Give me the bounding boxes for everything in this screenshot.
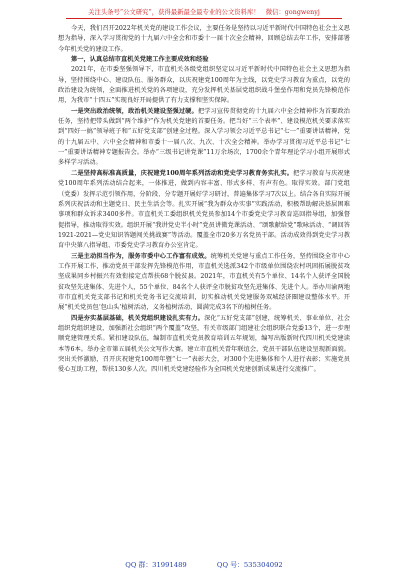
item-lead-3: 三是主动担当作为，服务市委中心工作富有成效。 (71, 252, 211, 260)
header-rule (66, 18, 342, 19)
header-wechat-text: 微信：gongwenyj (265, 9, 320, 16)
summary-paragraph: 2021年，在市委坚强领导下，市直机关各级党组织坚定以习近平新时代中国特色社会主义思想为指导，坚持围绕中心、建设队伍、服务群众，以庆祝建党100周年为主线，以党史学习教育为重点，以党的政治建设为统领，全面推进机关党的各项建设，充分发挥机关基层党组织战斗堡垒作用和党员先锋模范作用，为我市“十四五”实现良好开局提供了有力支撑和坚实保障。 (58, 66, 350, 105)
item-paragraph-1 (58, 107, 350, 169)
document-body (58, 24, 350, 376)
footer-qq-number: QQ 号：535304092 (216, 561, 283, 569)
item-text-3: 统筹机关党建与重点工作任务，坚持围绕全市中心工作开展工作，推动党员干部发挥先锋模范作用，市直机关选派342个市级单位围绕农村巩固拓展脱贫攻坚成果同乡村振兴有效衔接定点帮扶68个脱贫县。2021年，市直机关有5个单位、14名个人获评全国脱贫攻坚先进集体、先进个人，55个单位、84名个人获评全市脱贫攻坚先进集体、先进个人。举办川渝两地市市直机关党支部书记和机关党务书记交流培训，切实推动机关党建服务双城经济圈建设整体水平。开展“机关党员包‘包山头’植树活动，义务植树活动，圆满完成3名下的植树任务。 (58, 252, 350, 312)
item-text-1: 把学习宣传贯彻党的十九届六中全会精神作为首要政治任务，坚持把带头做到“两个维护”作为机关党建的首要任务。把当好“三个表率”、建设模范机关要求落实到“四好一搞”领导班子和“五好党支部”创建全过程。深入学习领会习近平总书记“七一”重要讲话精神，党的十九届五中、六中全会精神和市委十一届八次、九次、十次全会精神。举办学习贯彻习近平总书记“七一”重要讲话精神专题报告会。举办“三级书记讲党课”11万余场次，1700余个青年理论学习小组开展形式多样学习活动。 (58, 107, 350, 167)
footer-qq-group: QQ 群：31991489 (125, 561, 187, 569)
page-footer (0, 559, 408, 569)
item-paragraph-2 (58, 169, 350, 252)
item-paragraph-4 (58, 314, 350, 376)
item-lead-1: 一是突出政治统领，政治机关建设坚强过硬。 (71, 107, 198, 115)
item-lead-2: 二是坚持高标准高质量，庆祝建党100周年系列活动和党史学习教育务实扎实。 (71, 169, 294, 177)
page-header (0, 7, 408, 16)
intro-paragraph: 今天，我们召开2022年机关党的建设工作会议，主要任务是坚持以习近平新时代中国特色社会主义思想为指导，深入学习贯彻党的十九届六中全会和市委十一届十次全会精神，回顾总结去年工作，安排部署今年机关党的建设工作。 (58, 25, 350, 53)
section-heading: 第一，认真总结市直机关党建工作主要成效和经验 (71, 56, 209, 64)
item-lead-4: 四是夯实基层基础，机关党组织建设扎实有力。 (71, 314, 205, 322)
item-text-4: 深化“五好党支部”创建，统筹机关、事业单位、社会组织党组织建设，加强新社会组织“两个覆盖”攻坚，有关市级部门组建社会组织联合党委13个，进一步理顺党建管理关系。紧扣建设队伍，编制市直机关党员教育培训五年规划，编写出版新时代四川机关党建读本等6本。举办全市第五届机关公文写作大赛。建立市直机关青年联谊会，党员干部队伍建设呈现新面貌。突出关怀激励，召开庆祝建党100周年暨“七一”表彰大会，对300个先进集体和个人进行表彰；实施党员爱心互助工程，帮扶130多人次。四川机关党建经验作为全国机关党建创新成果进行交流推广。 (58, 314, 350, 374)
item-paragraph-3 (58, 252, 350, 314)
header-promo-text: 关注头条号“公文研究”，获得最新最全最专业的公文资料库！ (88, 9, 260, 16)
item-text-2: 把学习教育与庆祝建党100周年系列活动结合起来，一体推进，做到内容丰富、形式多样、有声有色。取得实效。部门党组（党委）发挥示范引领作用，分阶段、分专题开展好学习研讨，普遍集体学习7次以上。结合各自实际开展系列庆祝活动和主题党日、民主生活会等。扎实开展“我为群众办实事”实践活动，积极帮助解决基层困难事项和群众诉求3400多件。市直机关工委组织机关党员参加14个市委党史学习教育巡回指导组，加强督促指导，推动取得实效。组织开展“我讲党史半小时”党员讲微党课活动、“颂歌献给党”歌咏活动、“调回答1921-2021—党史知识答题闯关挑战赛”等活动。覆盖全市20多万名党员干部。活动成效得到党史学习教育中央第八指导组、市委党史学习教育办公室肯定。 (58, 169, 351, 250)
